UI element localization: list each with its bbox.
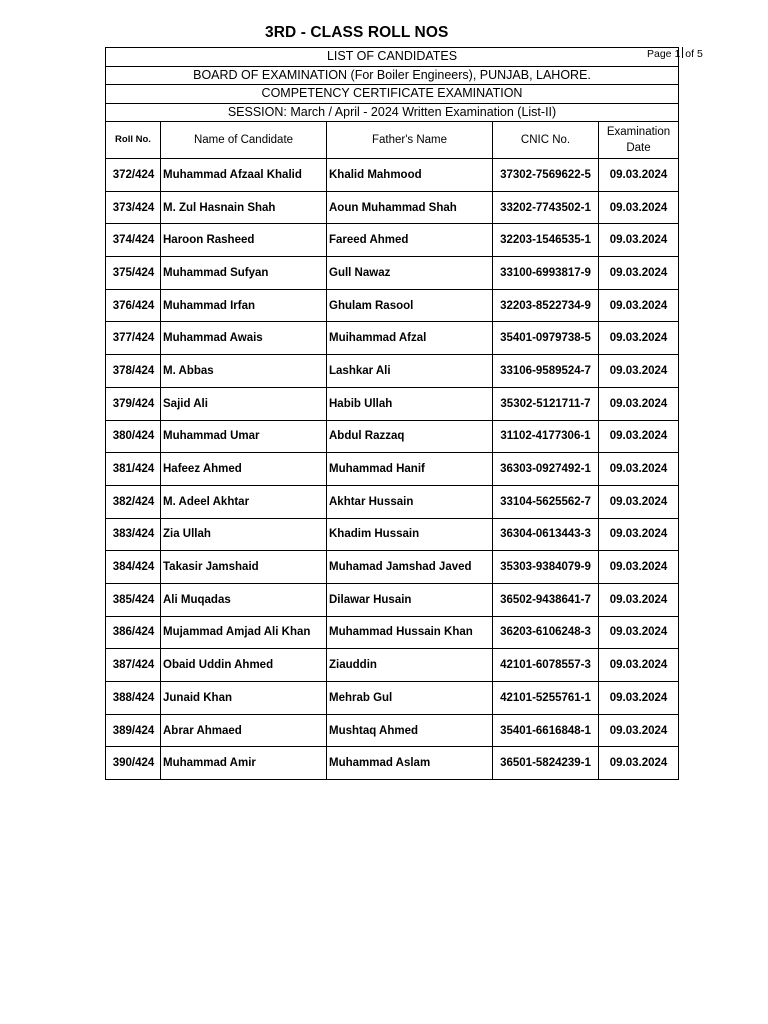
col-roll-no: Roll No. bbox=[106, 122, 161, 159]
roll-number-cell: 389/424 bbox=[106, 714, 161, 747]
exam-date-cell: 09.03.2024 bbox=[599, 747, 679, 780]
exam-date-cell: 09.03.2024 bbox=[599, 322, 679, 355]
exam-date-cell: 09.03.2024 bbox=[599, 224, 679, 257]
candidate-name-cell: Takasir Jamshaid bbox=[161, 551, 327, 584]
page-total: of 5 bbox=[685, 48, 703, 60]
exam-date-cell: 09.03.2024 bbox=[599, 714, 679, 747]
col-exam-date-line2: Date bbox=[626, 142, 651, 154]
father-name-cell: Dilawar Husain bbox=[327, 583, 493, 616]
exam-date-cell: 09.03.2024 bbox=[599, 583, 679, 616]
father-name-cell: Muhammad Hanif bbox=[327, 453, 493, 486]
father-name-cell: Muhamad Jamshad Javed bbox=[327, 551, 493, 584]
table-row bbox=[106, 453, 679, 486]
table-row bbox=[106, 747, 679, 780]
father-name-cell: Khalid Mahmood bbox=[327, 159, 493, 192]
father-name-cell: Khadim Hussain bbox=[327, 518, 493, 551]
candidate-name-cell: Haroon Rasheed bbox=[161, 224, 327, 257]
candidate-name-cell: Zia Ullah bbox=[161, 518, 327, 551]
father-name-cell: Muihammad Afzal bbox=[327, 322, 493, 355]
col-exam-date bbox=[599, 122, 679, 159]
roll-number-cell: 377/424 bbox=[106, 322, 161, 355]
exam-date-cell: 09.03.2024 bbox=[599, 289, 679, 322]
roll-number-cell: 372/424 bbox=[106, 159, 161, 192]
father-name-cell: Muhammad Hussain Khan bbox=[327, 616, 493, 649]
col-name: Name of Candidate bbox=[161, 122, 327, 159]
candidate-name-cell: Ali Muqadas bbox=[161, 583, 327, 616]
table-row bbox=[106, 257, 679, 290]
table-row bbox=[106, 682, 679, 715]
candidates-table bbox=[105, 47, 679, 780]
exam-date-cell: 09.03.2024 bbox=[599, 485, 679, 518]
roll-number-cell: 378/424 bbox=[106, 355, 161, 388]
cnic-cell: 33104-5625562-7 bbox=[493, 485, 599, 518]
roll-number-cell: 379/424 bbox=[106, 387, 161, 420]
table-row bbox=[106, 355, 679, 388]
cnic-cell: 36304-0613443-3 bbox=[493, 518, 599, 551]
cnic-cell: 36501-5824239-1 bbox=[493, 747, 599, 780]
candidate-name-cell: Muhammad Umar bbox=[161, 420, 327, 453]
exam-date-cell: 09.03.2024 bbox=[599, 387, 679, 420]
roll-number-cell: 373/424 bbox=[106, 191, 161, 224]
cnic-cell: 31102-4177306-1 bbox=[493, 420, 599, 453]
table-row bbox=[106, 159, 679, 192]
cnic-cell: 32203-8522734-9 bbox=[493, 289, 599, 322]
exam-heading: COMPETENCY CERTIFICATE EXAMINATION bbox=[106, 85, 679, 104]
father-name-cell: Habib Ullah bbox=[327, 387, 493, 420]
candidate-name-cell: M. Abbas bbox=[161, 355, 327, 388]
exam-date-cell: 09.03.2024 bbox=[599, 551, 679, 584]
candidate-name-cell: Hafeez Ahmed bbox=[161, 453, 327, 486]
father-name-cell: Gull Nawaz bbox=[327, 257, 493, 290]
exam-date-cell: 09.03.2024 bbox=[599, 518, 679, 551]
father-name-cell: Lashkar Ali bbox=[327, 355, 493, 388]
table-row bbox=[106, 551, 679, 584]
exam-date-cell: 09.03.2024 bbox=[599, 682, 679, 715]
candidate-name-cell: Mujammad Amjad Ali Khan bbox=[161, 616, 327, 649]
candidate-name-cell: Muhammad Awais bbox=[161, 322, 327, 355]
cnic-cell: 42101-6078557-3 bbox=[493, 649, 599, 682]
table-row bbox=[106, 387, 679, 420]
table-row bbox=[106, 420, 679, 453]
exam-date-cell: 09.03.2024 bbox=[599, 257, 679, 290]
col-exam-date-line1: Examination bbox=[606, 126, 671, 138]
col-cnic: CNIC No. bbox=[493, 122, 599, 159]
table-row bbox=[106, 191, 679, 224]
roll-number-cell: 374/424 bbox=[106, 224, 161, 257]
exam-date-cell: 09.03.2024 bbox=[599, 420, 679, 453]
father-name-cell: Ghulam Rasool bbox=[327, 289, 493, 322]
father-name-cell: Fareed Ahmed bbox=[327, 224, 493, 257]
cnic-cell: 33202-7743502-1 bbox=[493, 191, 599, 224]
session-heading: SESSION: March / April - 2024 Written Examination (List-II) bbox=[106, 103, 679, 122]
cnic-cell: 33106-9589524-7 bbox=[493, 355, 599, 388]
exam-date-cell: 09.03.2024 bbox=[599, 159, 679, 192]
cnic-cell: 37302-7569622-5 bbox=[493, 159, 599, 192]
table-row bbox=[106, 224, 679, 257]
col-father-name: Father's Name bbox=[327, 122, 493, 159]
board-heading: BOARD OF EXAMINATION (For Boiler Engineers), PUNJAB, LAHORE. bbox=[106, 66, 679, 85]
father-name-cell: Muhammad Aslam bbox=[327, 747, 493, 780]
table-row bbox=[106, 289, 679, 322]
list-heading: LIST OF CANDIDATES bbox=[106, 48, 679, 67]
candidate-name-cell: Junaid Khan bbox=[161, 682, 327, 715]
roll-number-cell: 386/424 bbox=[106, 616, 161, 649]
table-row bbox=[106, 714, 679, 747]
exam-date-cell: 09.03.2024 bbox=[599, 453, 679, 486]
page-separator bbox=[682, 47, 683, 58]
cnic-cell: 33100-6993817-9 bbox=[493, 257, 599, 290]
table-row bbox=[106, 616, 679, 649]
exam-date-cell: 09.03.2024 bbox=[599, 649, 679, 682]
cnic-cell: 42101-5255761-1 bbox=[493, 682, 599, 715]
roll-number-cell: 383/424 bbox=[106, 518, 161, 551]
roll-number-cell: 390/424 bbox=[106, 747, 161, 780]
candidate-name-cell: Abrar Ahmaed bbox=[161, 714, 327, 747]
candidate-name-cell: M. Zul Hasnain Shah bbox=[161, 191, 327, 224]
candidate-name-cell: M. Adeel Akhtar bbox=[161, 485, 327, 518]
roll-number-cell: 381/424 bbox=[106, 453, 161, 486]
column-header-row bbox=[106, 122, 679, 159]
father-name-cell: Mehrab Gul bbox=[327, 682, 493, 715]
cnic-cell: 35401-0979738-5 bbox=[493, 322, 599, 355]
cnic-cell: 36502-9438641-7 bbox=[493, 583, 599, 616]
candidate-name-cell: Muhammad Sufyan bbox=[161, 257, 327, 290]
roll-number-cell: 387/424 bbox=[106, 649, 161, 682]
roll-number-cell: 388/424 bbox=[106, 682, 161, 715]
page-number: Page 1 bbox=[647, 48, 681, 60]
candidate-name-cell: Sajid Ali bbox=[161, 387, 327, 420]
cnic-cell: 36303-0927492-1 bbox=[493, 453, 599, 486]
roll-number-cell: 380/424 bbox=[106, 420, 161, 453]
father-name-cell: Abdul Razzaq bbox=[327, 420, 493, 453]
cnic-cell: 35303-9384079-9 bbox=[493, 551, 599, 584]
table-row bbox=[106, 649, 679, 682]
exam-date-cell: 09.03.2024 bbox=[599, 191, 679, 224]
exam-date-cell: 09.03.2024 bbox=[599, 355, 679, 388]
candidate-name-cell: Muhammad Irfan bbox=[161, 289, 327, 322]
father-name-cell: Akhtar Hussain bbox=[327, 485, 493, 518]
table-row bbox=[106, 518, 679, 551]
candidate-name-cell: Obaid Uddin Ahmed bbox=[161, 649, 327, 682]
exam-date-cell: 09.03.2024 bbox=[599, 616, 679, 649]
father-name-cell: Ziauddin bbox=[327, 649, 493, 682]
table-row bbox=[106, 485, 679, 518]
cnic-cell: 36203-6106248-3 bbox=[493, 616, 599, 649]
father-name-cell: Aoun Muhammad Shah bbox=[327, 191, 493, 224]
candidate-name-cell: Muhammad Amir bbox=[161, 747, 327, 780]
roll-number-cell: 385/424 bbox=[106, 583, 161, 616]
roll-number-cell: 375/424 bbox=[106, 257, 161, 290]
cnic-cell: 35401-6616848-1 bbox=[493, 714, 599, 747]
roll-number-cell: 376/424 bbox=[106, 289, 161, 322]
cnic-cell: 32203-1546535-1 bbox=[493, 224, 599, 257]
document-title: 3RD - CLASS ROLL NOS bbox=[265, 24, 449, 41]
father-name-cell: Mushtaq Ahmed bbox=[327, 714, 493, 747]
candidate-name-cell: Muhammad Afzaal Khalid bbox=[161, 159, 327, 192]
cnic-cell: 35302-5121711-7 bbox=[493, 387, 599, 420]
table-row bbox=[106, 322, 679, 355]
roll-number-cell: 384/424 bbox=[106, 551, 161, 584]
table-row bbox=[106, 583, 679, 616]
roll-number-cell: 382/424 bbox=[106, 485, 161, 518]
